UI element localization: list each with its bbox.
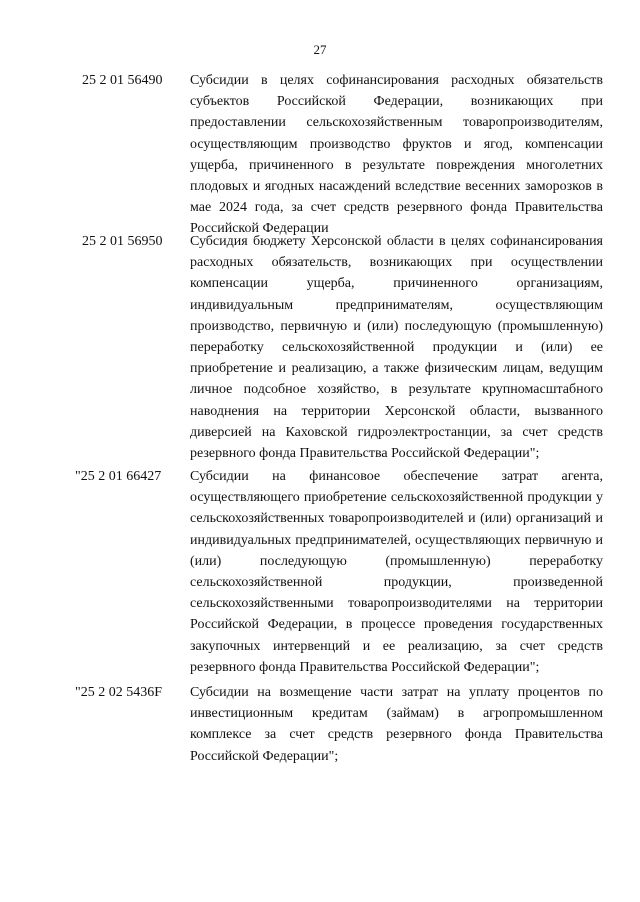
budget-code: "25 2 02 5436F — [75, 685, 163, 700]
budget-description: Субсидия бюджету Херсонской области в целях софинансирования расходных обязательств, возникающих при осуществлении компенсации ущерба, причиненного организациям, индивидуальным предпринимателям, осуществляющим производство, первичную и (или) последующую (промышленную) переработку сельскохозяйственной продукции и (или) ее приобретение и реализацию, а также физическим лицам, ведущим личное подсобное хозяйство, в результате крупномасштабного наводнения на территории Херсонской области, вызванного диверсией на Каховской гидроэлектростанции, за счет средств резервного фонда Правительства Российской Федерации"; — [190, 234, 603, 462]
budget-description: Субсидии в целях софинансирования расходных обязательств субъектов Российской Федерации, возникающих при предоставлении сельскохозяйственным товаропроизводителям, осуществляющим производство фруктов и ягод, компенсации ущерба, причиненного в результате повреждения многолетних плодовых и ягодных насаждений вследствие весенних заморозков в мае 2024 года, за счет средств резервного фонда Правительства Российской Федерации — [190, 73, 603, 237]
budget-code: 25 2 01 56490 — [82, 73, 163, 88]
page-number: 27 — [313, 42, 327, 57]
budget-code: 25 2 01 56950 — [82, 234, 163, 249]
budget-description: Субсидии на возмещение части затрат на уплату процентов по инвестиционным кредитам (займам) в агропромышленном комплексе за счет средств резервного фонда Правительства Российской Федерации"; — [190, 685, 603, 764]
budget-code: "25 2 01 66427 — [75, 469, 162, 484]
budget-description: Субсидии на финансовое обеспечение затрат агента, осуществляющего приобретение сельскохозяйственной продукции у сельскохозяйственных товаропроизводителей и (или) организаций и индивидуальных предпринимателей, осуществляющих первичную и (или) последующую (промышленную) переработку сельскохозяйственной продукции, произведенной сельскохозяйственными товаропроизводителями на территории Российской Федерации, в процессе проведения государственных закупочных интервенций и ее реализацию, за счет средств резервного фонда Правительства Российской Федерации"; — [190, 469, 603, 675]
